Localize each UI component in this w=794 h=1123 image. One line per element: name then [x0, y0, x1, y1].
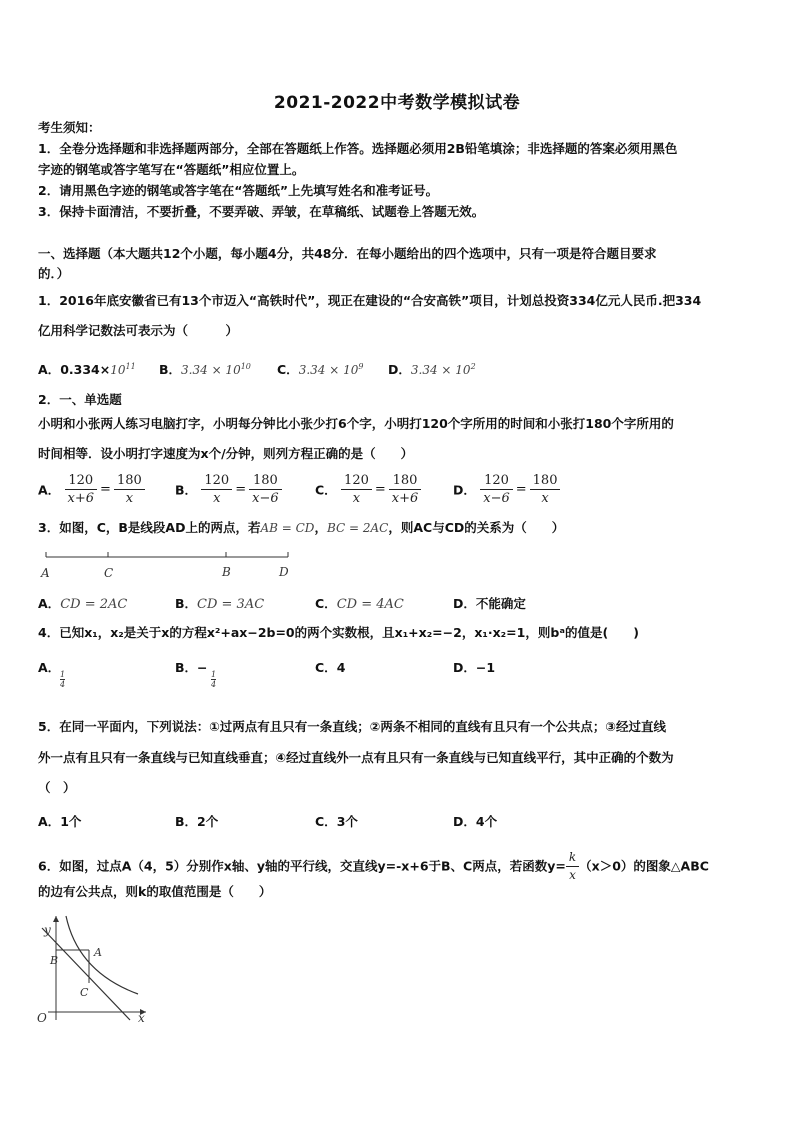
q2-option-d[interactable]: D． $\frac{120}{x-6}$ = $\frac{180}{x}$: [453, 472, 560, 507]
label-a: A: [41, 566, 50, 580]
q4-option-b-fraction: $\frac{1}{4}$: [211, 670, 217, 689]
q3-option-c[interactable]: C．CD = 4AC: [315, 596, 404, 612]
q3-stem: 3．如图，C，B是线段AD上的两点，若AB = CD，BC = 2AC，则AC与CD的关系为（ ）: [38, 520, 565, 535]
q6-stem-cont: 的边有公共点，则k的取值范围是（ ）: [38, 884, 272, 899]
q4-option-a-fraction: $\frac{1}{4}$: [60, 670, 66, 689]
label-c: C: [80, 986, 89, 999]
line-y-minus-x-plus-6: [42, 928, 130, 1020]
label-o: O: [37, 1011, 47, 1022]
label-y: y: [44, 923, 51, 937]
fraction: $\frac{120}{x}$: [201, 472, 232, 507]
page-title: 2021-2022中考数学模拟试卷: [273, 93, 521, 113]
q2-stem-cont: 时间相等．设小明打字速度为x个/分钟，则列方程正确的是（ ）: [38, 446, 414, 461]
fraction: $\frac{120}{x}$: [341, 472, 372, 507]
q1-option-d[interactable]: D．$3.34 \times 10^2$: [388, 361, 476, 377]
q4-option-b[interactable]: B．−: [175, 660, 208, 675]
fraction-k-over-x: $\frac{k}{x}$: [566, 849, 579, 884]
q4-option-d[interactable]: D．−1: [453, 660, 496, 675]
q5-stem-cont: 外一点有且只有一条直线与已知直线垂直；④经过直线外一点有且只有一条直线与已知直线平行，其中正确的个数为: [38, 750, 674, 765]
q1-stem: 1．2016年底安徽省已有13个市迈入“高铁时代”，现正在建设的“合安高铁”项目，计划总投资334亿元人民币.把334: [38, 293, 702, 308]
q1-option-c[interactable]: C．$3.34 \times 10^9$: [277, 361, 364, 377]
notice-item: 字迹的钢笔或答字笔写在“答题纸”相应位置上。: [38, 162, 305, 177]
q2-option-a[interactable]: A． $\frac{120}{x+6}$ = $\frac{180}{x}$: [38, 472, 145, 507]
q5-stem: 5．在同一平面内，下列说法：①过两点有且只有一条直线；②两条不相同的直线有且只有一个公共点；③经过直线: [38, 719, 666, 734]
q4-stem: 4．已知x₁，x₂是关于x的方程x²+ax−2b=0的两个实数根，且x₁+x₂=−2，x₁·x₂=1，则bᵃ的值是( ): [38, 625, 639, 640]
q2-heading: 2．一、单选题: [38, 392, 122, 407]
q2-option-c[interactable]: C． $\frac{120}{x}$ = $\frac{180}{x+6}$: [315, 472, 421, 507]
segment-diagram: [36, 548, 306, 582]
q1-option-a[interactable]: A．$0.334\times 10^{11}$: [38, 361, 136, 377]
section-heading: 一、选择题（本大题共12个小题，每小题4分，共48分．在每小题给出的四个选项中，只有一项是符合题目要求: [38, 246, 657, 261]
q3-option-d[interactable]: D．不能确定: [453, 596, 526, 611]
section-heading-cont: 的．）: [38, 266, 70, 281]
label-a: A: [94, 946, 102, 959]
notice-item: 1．全卷分选择题和非选择题两部分，全部在答题纸上作答。选择题必须用2B铅笔填涂；非选择题的答案必须用黑色: [38, 141, 678, 156]
fraction: $\frac{120}{x+6}$: [65, 472, 98, 507]
q4-option-c[interactable]: C．4: [315, 660, 346, 675]
q2-option-b[interactable]: B． $\frac{120}{x}$ = $\frac{180}{x-6}$: [175, 472, 282, 507]
q5-option-d[interactable]: D．4个: [453, 814, 498, 829]
q1-option-b[interactable]: B．$3.34 \times 10^{10}$: [159, 361, 251, 377]
fraction: $\frac{120}{x-6}$: [480, 472, 513, 507]
q6-stem: 6．如图，过点A（4，5）分别作x轴、y轴的平行线，交直线y=-x+6于B、C两点，若函数y= $\frac{k}{x}$ （x＞0）的图象△ABC: [38, 850, 709, 882]
q3-option-b[interactable]: B．CD = 3AC: [175, 596, 265, 612]
notice-item: 3．保持卡面清洁，不要折叠，不要弄破、弄皱，在草稿纸、试题卷上答题无效。: [38, 204, 485, 219]
q2-stem: 小明和小张两人练习电脑打字，小明每分钟比小张少打6个字，小明打120个字所用的时间和小张打180个字所用的: [38, 416, 674, 431]
label-x: x: [138, 1011, 145, 1022]
y-axis-arrow: [53, 916, 59, 922]
fraction: $\frac{180}{x}$: [530, 472, 561, 507]
q5-stem-cont: （ ）: [38, 780, 76, 795]
q5-option-c[interactable]: C．3个: [315, 814, 358, 829]
label-b: B: [222, 565, 231, 579]
q1-stem-cont: 亿用科学记数法可表示为（ ）: [38, 323, 239, 338]
hyperbola: [66, 916, 138, 994]
q3-option-a[interactable]: A．CD = 2AC: [38, 596, 128, 612]
q5-option-b[interactable]: B．2个: [175, 814, 219, 829]
fraction: $\frac{180}{x-6}$: [249, 472, 282, 507]
fraction: $\frac{180}{x}$: [114, 472, 145, 507]
q5-option-a[interactable]: A．1个: [38, 814, 82, 829]
notice-heading: 考生须知：: [38, 120, 101, 135]
fraction: $\frac{180}{x+6}$: [389, 472, 422, 507]
label-d: D: [279, 565, 289, 579]
label-c: C: [104, 566, 114, 580]
q4-option-a[interactable]: A．: [38, 660, 61, 675]
label-b: B: [50, 954, 59, 967]
notice-item: 2．请用黑色字迹的钢笔或答字笔在“答题纸”上先填写姓名和准考证号。: [38, 183, 439, 198]
q6-figure: [34, 912, 150, 1022]
